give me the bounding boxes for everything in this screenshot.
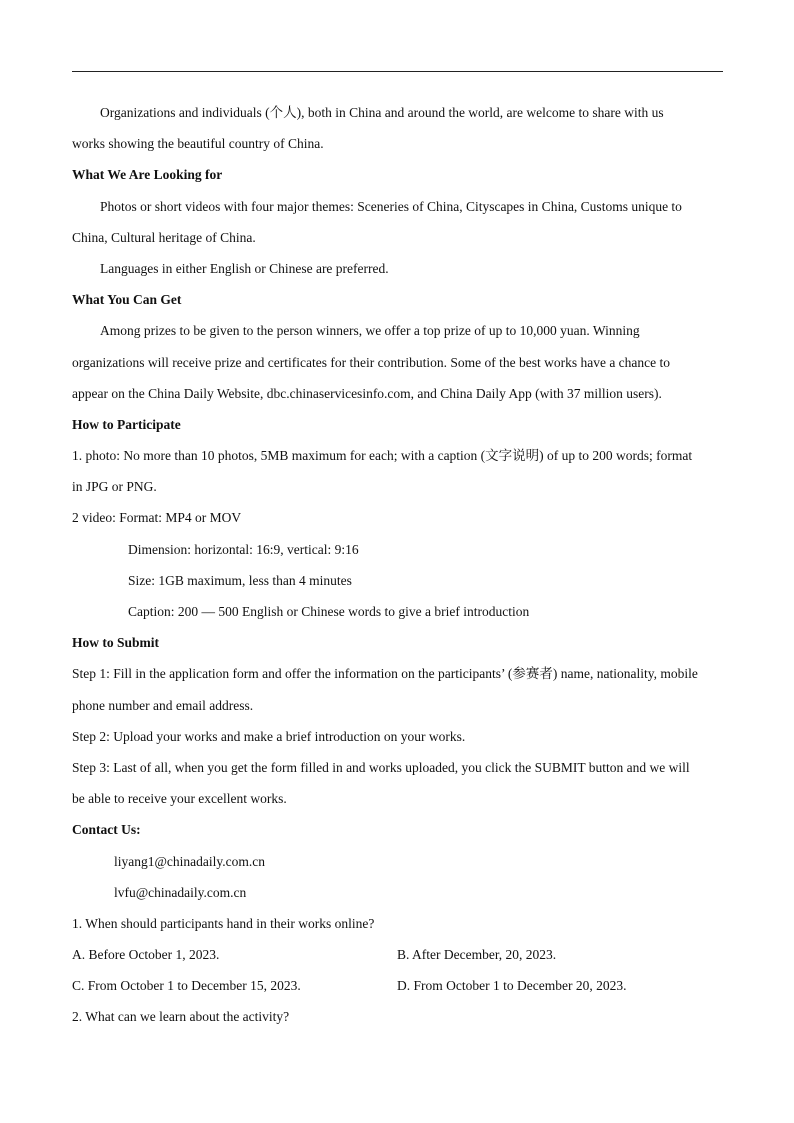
photo-rule-line: 1. photo: No more than 10 photos, 5MB maximum for each; with a caption (文字说明) of up to 200 words; format: [72, 448, 693, 464]
contact-email: lvfu@chinadaily.com.cn: [114, 884, 247, 900]
option-c: C. From October 1 to December 15, 2023.: [72, 978, 301, 994]
photo-rule-line: in JPG or PNG.: [72, 479, 157, 495]
step-line: Step 3: Last of all, when you get the form filled in and works uploaded, you click the SUBMIT button and we will: [72, 759, 690, 775]
question-1-options-cd: [72, 970, 726, 1001]
question-1: 1. When should participants hand in their works online?: [72, 915, 375, 931]
themes-line: Photos or short videos with four major themes: Sceneries of China, Cityscapes in China, Customs unique to: [100, 198, 682, 214]
prize-line: Among prizes to be given to the person winners, we offer a top prize of up to 10,000 yuan. Winning: [100, 323, 640, 339]
question-2: 2. What can we learn about the activity?: [72, 1009, 290, 1025]
intro-line: Organizations and individuals (个人), both in China and around the world, are welcome to share with us: [100, 105, 664, 120]
languages-line: Languages in either English or Chinese are preferred.: [100, 260, 389, 276]
themes-line: China, Cultural heritage of China.: [72, 229, 256, 245]
prize-line: organizations will receive prize and certificates for their contribution. Some of the best works have a chance to: [72, 354, 671, 370]
step-line: Step 2: Upload your works and make a brief introduction on your works.: [72, 728, 466, 744]
option-a: A. Before October 1, 2023.: [72, 947, 220, 963]
contact-email: liyang1@chinadaily.com.cn: [114, 853, 266, 869]
step-line: be able to receive your excellent works.: [72, 791, 287, 807]
video-size: Size: 1GB maximum, less than 4 minutes: [128, 572, 352, 588]
option-b: B. After December, 20, 2023.: [397, 947, 557, 963]
section-heading-looking-for: What We Are Looking for: [72, 167, 223, 183]
prize-line: appear on the China Daily Website, dbc.chinaservicesinfo.com, and China Daily App (with 37 million users).: [72, 385, 662, 401]
option-d: D. From October 1 to December 20, 2023.: [397, 978, 627, 994]
section-heading-submit: How to Submit: [72, 635, 160, 651]
section-heading-get: What You Can Get: [72, 292, 182, 308]
video-caption: Caption: 200 — 500 English or Chinese words to give a brief introduction: [128, 604, 530, 619]
video-rule-line: 2 video: Format: MP4 or MOV: [72, 510, 242, 526]
header-rule: [72, 71, 723, 72]
section-heading-contact: Contact Us:: [72, 822, 141, 838]
section-heading-participate: How to Participate: [72, 416, 181, 432]
video-dimension: Dimension: horizontal: 16:9, vertical: 9:16: [128, 541, 359, 557]
step-line: Step 1: Fill in the application form and offer the information on the participants’ (参赛者) name, nationality, mobile: [72, 666, 698, 682]
intro-line: works showing the beautiful country of China.: [72, 136, 324, 152]
question-1-options-ab: [72, 939, 726, 970]
step-line: phone number and email address.: [72, 697, 254, 713]
document-body: [72, 97, 726, 1033]
